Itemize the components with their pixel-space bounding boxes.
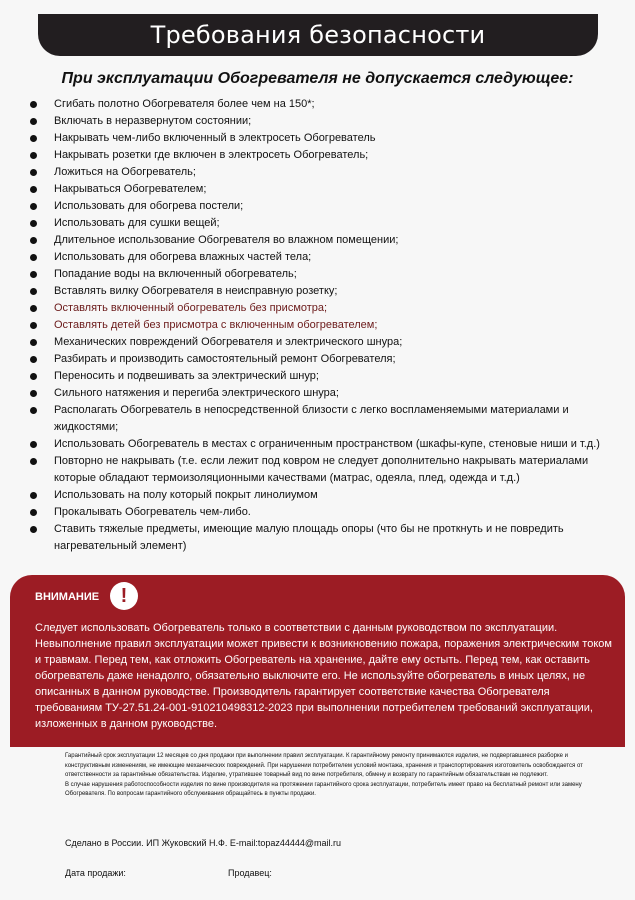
page-header [38,14,598,56]
bullet-icon [30,509,37,516]
bullet-icon [30,322,37,329]
list-item: Располагать Обогреватель в непосредственной близости с легко воспламеняемыми материалами и жидкостями; [30,402,610,436]
bullet-icon [30,356,37,363]
list-item: Ложиться на Обогреватель; [30,164,610,181]
list-item: Оставлять детей без присмотра с включенным обогревателем; [30,317,610,334]
list-item: Включать в неразвернутом состоянии; [30,113,610,130]
list-item: Использовать для обогрева постели; [30,198,610,215]
bullet-icon [30,237,37,244]
bullet-icon [30,118,37,125]
list-item: Разбирать и производить самостоятельный ремонт Обогревателя; [30,351,610,368]
bullet-icon [30,492,37,499]
manufacturer-info: Сделано в России. ИП Жуковский Н.Ф. E-mail:topaz44444@mail.ru [65,838,342,848]
bullet-icon [30,152,37,159]
rules-subtitle: При эксплуатации Обогревателя не допускается следующее: [61,70,574,87]
page-title: Требования безопасности [150,21,486,49]
list-item: Сгибать полотно Обогревателя более чем на 150*; [30,96,610,113]
bullet-icon [30,441,37,448]
list-item: Использовать на полу который покрыт линолиумом [30,487,610,504]
warranty-text [65,752,585,800]
bullet-icon [30,135,37,142]
list-item: Накрывать розетки где включен в электросеть Обогреватель; [30,147,610,164]
sale-date-label: Дата продажи: [65,868,126,878]
bullet-icon [30,390,37,397]
bullet-icon [30,407,37,414]
warranty-paragraph: В случае нарушения работоспособности изделия по вине производителя на протяжении гарантийного срока эксплуатации, потребитель имеет право на бесплатный ремонт или замену Обогревателя. По вопросам гарантийного обслуживания обращайтесь в пункты продажи. [65,781,582,797]
bullet-icon [30,271,37,278]
warranty-paragraph: Гарантийный срок эксплуатации 12 месяцев со дня продажи при выполнении правил эксплуатации. К гарантийному ремонту принимаются изделия, не подвергавшиеся разборке и конструктивным изменениям, не имеющие механических повреждений. При нарушении потребителем условий монтажа, хранения и транспортирования изготовитель освобождается от ответственности за гарантийные обязательства. Изделие, утратившее товарный вид по вине потребителя, обмену и возврату по гарантийным обязательствам не подлежит. [65,753,583,778]
list-item: Прокалывать Обогреватель чем-либо. [30,504,610,521]
bullet-icon [30,373,37,380]
bullet-icon [30,101,37,108]
bullet-icon [30,254,37,261]
list-item: Переносить и подвешивать за электрический шнур; [30,368,610,385]
list-item: Накрывать чем-либо включенный в электросеть Обогреватель [30,130,610,147]
bullet-icon [30,526,37,533]
list-item: Сильного натяжения и перегиба электрического шнура; [30,385,610,402]
list-item: Накрываться Обогревателем; [30,181,610,198]
seller-label: Продавец: [228,868,272,878]
list-item: Использовать для сушки вещей; [30,215,610,232]
list-item: Ставить тяжелые предметы, имеющие малую площадь опоры (что бы не проткнуть и не повредить нагревательный элемент) [30,521,610,555]
bullet-icon [30,305,37,312]
list-item: Вставлять вилку Обогревателя в неисправную розетку; [30,283,610,300]
bullet-icon [30,288,37,295]
warning-title: ВНИМАНИЕ [35,591,100,603]
list-item: Использовать Обогреватель в местах с ограниченным пространством (шкафы-купе, стеновые ниши и т.д.) [30,436,610,453]
list-item: Повторно не накрывать (т.е. если лежит под ковром не следует дополнительно накрывать материалами которые обладают термоизоляционными качествами (матрас, одеяла, плед, одежда и т.д.) [30,453,610,487]
list-item: Попадание воды на включенный обогреватель; [30,266,610,283]
rules-list [30,96,610,555]
list-item: Использовать для обогрева влажных частей тела; [30,249,610,266]
warning-text: Следует использовать Обогреватель только в соответствии с данным руководством по эксплуатации. Невыполнение правил эксплуатации может привести к возникновению пожара, поражения электрическим током и травмам. Перед тем, как отложить Обогреватель на хранение, дайте ему остыть. Перед тем, как оставить обогреватель даже ненадолго, обязательно выключите его. Не используйте обогреватель в иных целях, не описанных в данном руководстве. Производитель гарантирует соответствие качества Обогревателя требованиям ТУ-27.51.24-001-910210498312-2023 при выполнении потребителем требований эксплуатации, изложенных в данном руководстве. [35,622,612,730]
bullet-icon [30,186,37,193]
bullet-icon [30,458,37,465]
exclamation-icon: ! [110,582,138,610]
list-item: Длительное использование Обогревателя во влажном помещении; [30,232,610,249]
list-item: Оставлять включенный обогреватель без присмотра; [30,300,610,317]
warning-panel [10,575,625,747]
bullet-icon [30,203,37,210]
bullet-icon [30,169,37,176]
bullet-icon [30,220,37,227]
bullet-icon [30,339,37,346]
list-item: Механических повреждений Обогревателя и электрического шнура; [30,334,610,351]
